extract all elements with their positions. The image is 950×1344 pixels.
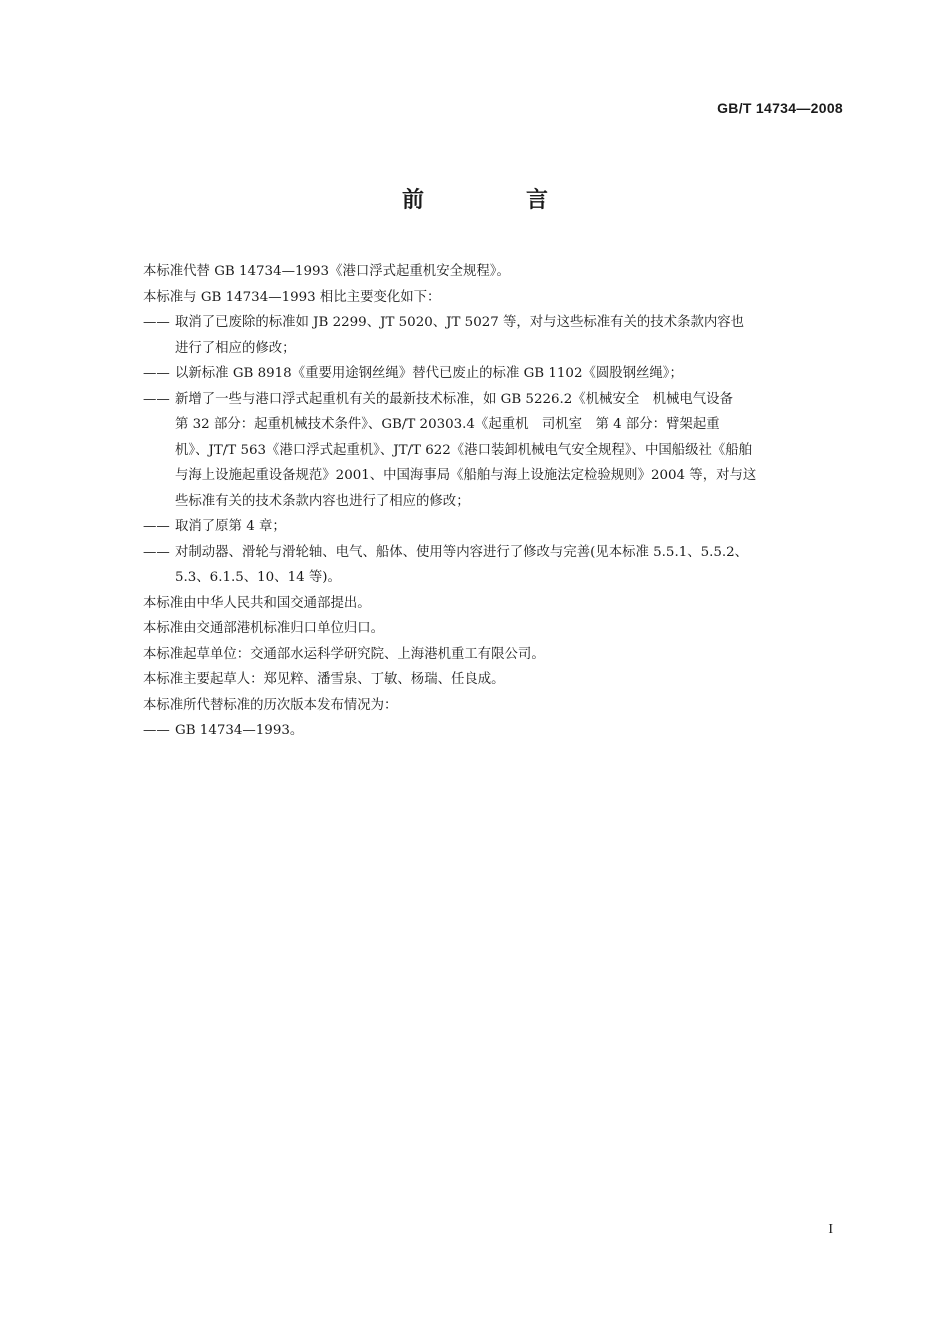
list-item-line: 取消了原第 4 章； (175, 519, 286, 534)
list-item-line: 新增了一些与港口浮式起重机有关的最新技术标准，如 GB 5226.2《机械安全 机械电气设备 (175, 391, 733, 407)
paragraph-replaces: 本标准代替 GB 14734—1993《港口浮式起重机安全规程》。 (143, 264, 510, 279)
paragraph-drafters: 本标准主要起草人：郑见粹、潘雪泉、丁敏、杨瑞、任良成。 (143, 672, 505, 687)
em-dash: —— (143, 544, 170, 560)
list-item (143, 387, 845, 515)
standard-number: GB/T 14734—2008 (717, 100, 843, 116)
list-item (143, 310, 845, 361)
list-item (143, 514, 845, 540)
list-item (143, 540, 845, 591)
list-item (143, 718, 845, 744)
list-item-line: 对制动器、滑轮与滑轮轴、电气、船体、使用等内容进行了修改与完善(见本标准 5.5.1、5.5.2、 (175, 544, 749, 560)
paragraph-proposer: 本标准由中华人民共和国交通部提出。 (143, 595, 371, 611)
em-dash: —— (143, 723, 170, 738)
paragraph-history: 本标准所代替标准的历次版本发布情况为： (143, 697, 398, 713)
paragraph-drafting-units: 本标准起草单位：交通部水运科学研究院、上海港机重工有限公司。 (143, 646, 545, 662)
em-dash: —— (143, 366, 170, 381)
list-item-line: 机》、JT/T 563《港口浮式起重机》、JT/T 622《港口装卸机械电气安全规程》、中国船级社《船舶 (175, 442, 753, 458)
list-item-line: 些标准有关的技术条款内容也进行了相应的修改； (175, 493, 470, 509)
list-item-line: 以新标准 GB 8918《重要用途钢丝绳》替代已废止的标准 GB 1102《圆股钢丝绳》； (175, 366, 683, 381)
list-item (143, 361, 845, 387)
list-item-line: GB 14734—1993。 (175, 723, 304, 738)
list-item-line: 第 32 部分：起重机械技术条件》、GB/T 20303.4《起重机 司机室 第 4 部分：臂架起重 (175, 417, 720, 432)
list-item-line: 与海上设施起重设备规范》2001、中国海事局《船舶与海上设施法定检验规则》2004 等，对与这 (175, 468, 757, 483)
list-item-line: 5.3、6.1.5、10、14 等)。 (175, 570, 341, 585)
paragraph-changes-intro: 本标准与 GB 14734—1993 相比主要变化如下： (143, 289, 441, 305)
em-dash: —— (143, 315, 170, 330)
document-body (143, 259, 845, 744)
page-title: 前 言 (401, 188, 588, 213)
list-item-line: 进行了相应的修改； (175, 340, 296, 356)
em-dash: —— (143, 391, 170, 407)
list-item-line: 取消了已废除的标准如 JB 2299、JT 5020、JT 5027 等，对与这些标准有关的技术条款内容也 (175, 315, 745, 330)
em-dash: —— (143, 519, 170, 534)
page-number: I (828, 1222, 833, 1237)
paragraph-centralized-by: 本标准由交通部港机标准归口单位归口。 (143, 621, 385, 636)
